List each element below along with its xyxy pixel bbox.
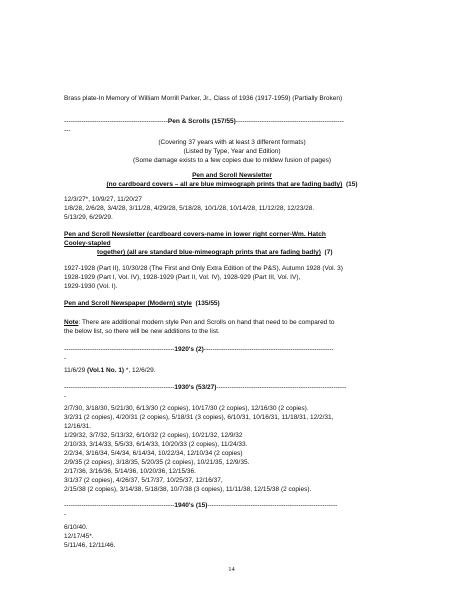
newsletter-subtitle-row [64,181,400,189]
pen-scrolls-note-1: (Covering 37 years with at least 3 different formats) [158,139,306,146]
hatch-title-row-3 [97,249,333,257]
hatch-count: (7) [324,249,333,256]
section-1930s-line: 2/9/35 (2 copies), 3/18/35, 5/20/35 (2 copies), 10/21/35, 12/9/35. [64,459,250,466]
dash-left: ------------------------------------------------ [64,118,168,125]
hatch-title-line-1: Pen and Scroll Newsletter (cardboard covers-name in lower right corner-Wm. Hatch [64,231,326,238]
section-1930s-line: 12/16/31. [64,423,92,430]
dash-left: --------------------------------------------------- [64,384,175,391]
date-text: 11/6/29 [64,367,88,374]
section-1940s-line: 6/10/40. [64,524,88,531]
newsletter-line-1: 12/3/27*, 10/9/27, 11/20/27 [64,196,142,203]
section-1930s-line: 2/2/34, 3/16/34, 5/4/34, 6/14/34, 10/22/34, 12/10/34 (2 copies) [64,450,243,457]
dash-right: -------------------------------------------------- [235,118,345,125]
volume-label: (Vol.1 No. 1) [87,367,125,374]
modern-note-line-2: the below list, so there will be new additions to the list. [64,328,220,335]
section-1930s-line: 1/29/32, 3/7/32, 5/13/32, 6/10/32 (2 copies), 10/21/32, 12/9/32 [64,432,243,439]
modern-title-row [64,300,220,308]
newsletter-title: Pen and Scroll Newsletter [192,172,272,179]
date-text: *, 12/6/29. [124,367,156,374]
pen-scrolls-header [64,118,400,126]
section-1920s-line [64,367,156,375]
hatch-title-line-3: together) (all are standard blue-mimeograph prints that are fading badly) [97,249,321,256]
section-1930s-line: 2/17/36, 3/16/36, 5/14/36, 10/20/36, 12/15/36. [64,468,196,475]
dash-continuation: - [64,511,67,518]
section-1930s-line: 2/15/38 (2 copies), 3/14/38, 5/18/38, 10/7/38 (3 copies), 11/11/38, 12/15/38 (2 copies). [64,486,312,493]
page-number: 14 [228,566,235,573]
dash-left: --------------------------------------------------- [64,502,175,509]
pen-scrolls-note-2: (Listed by Type, Year and Edition) [183,148,281,155]
section-1940s-line: 5/11/46, 12/11/46. [64,542,116,549]
dash-right: ------------------------------------------------------------ [203,346,334,353]
section-1930s-line: 2/7/30, 3/18/30, 5/21/30, 6/13/30 (2 copies), 10/17/30 (2 copies), 12/16/30 (2 copies). [64,405,309,412]
newsletter-count: (15) [345,181,358,188]
section-1930s-header [64,384,400,392]
dash-right: ------------------------------------------------------------ [207,502,338,509]
section-1940s-title: 1940's (15) [174,502,208,509]
newsletter-subtitle: (no cardboard covers – all are blue mimeograph prints that are fading badly) [106,181,343,188]
dash-right: ------------------------------------------------------------ [216,384,347,391]
dash-continuation: - [64,393,67,400]
section-1940s-line: 12/17/45*. [64,533,94,540]
modern-count: (135/55) [195,300,220,307]
section-1920s-title: 1920's (2) [174,346,204,353]
modern-note-row [64,319,335,327]
section-1930s-line: 2/10/33, 3/14/33, 5/5/33, 6/14/33, 10/20/33 (2 copies), 11/24/33. [64,441,248,448]
hatch-line-2: 1928-1929 (Part I, Vol. IV), 1928-1929 (Part II, Vol. IV), 1928-929 (Part III, Vol. IV), [64,274,301,281]
dash-continuation: - [64,355,67,362]
hatch-title-line-2: Cooley-stapled [64,240,111,247]
section-1930s-title: 1930's (53/27) [174,384,217,391]
note-label: Note [64,319,79,326]
dash-left: --------------------------------------------------- [64,346,175,353]
modern-title: Pen and Scroll Newspaper (Modern) style [64,300,192,307]
newsletter-line-2: 1/8/28, 2/6/28, 3/4/28, 3/11/28, 4/29/28, 5/18/28, 10/1/28, 10/14/28, 11/12/28, 12/23/28. [64,205,315,212]
dash-continuation: --- [64,127,71,134]
section-1930s-line: 3/2/31 (2 copies), 4/20/31 (2 copies), 5/18/31 (3 copies), 6/10/31, 10/16/31, 11/18/31, 12/2/31, [64,414,334,421]
hatch-line-3: 1929-1930 (Vol. I). [64,283,118,290]
pen-scrolls-title: Pen & Scrolls (157/55) [167,118,236,125]
newsletter-line-3: 5/13/29, 6/29/29. [64,214,113,221]
section-1940s-header [64,502,400,510]
pen-scrolls-note-3: (Some damage exists to a few copies due to mildew fusion of pages) [133,157,331,164]
brass-plate-line: Brass plate-In Memory of William Morrill Parker, Jr., Class of 1936 (1917-1959) (Partially Broken) [64,95,343,102]
hatch-line-1: 1927-1928 (Part II), 10/30/28 (The First and Only Extra Edition of the P&S), Autumn 1928 (Vol. 3) [64,265,343,272]
section-1920s-header [64,346,400,354]
section-1930s-line: 3/1/37 (2 copies), 4/26/37, 5/17/37, 10/25/37, 12/16/37, [64,477,223,484]
note-text: : There are additional modern style Pen and Scrolls on hand that need to be compared to [78,319,335,326]
